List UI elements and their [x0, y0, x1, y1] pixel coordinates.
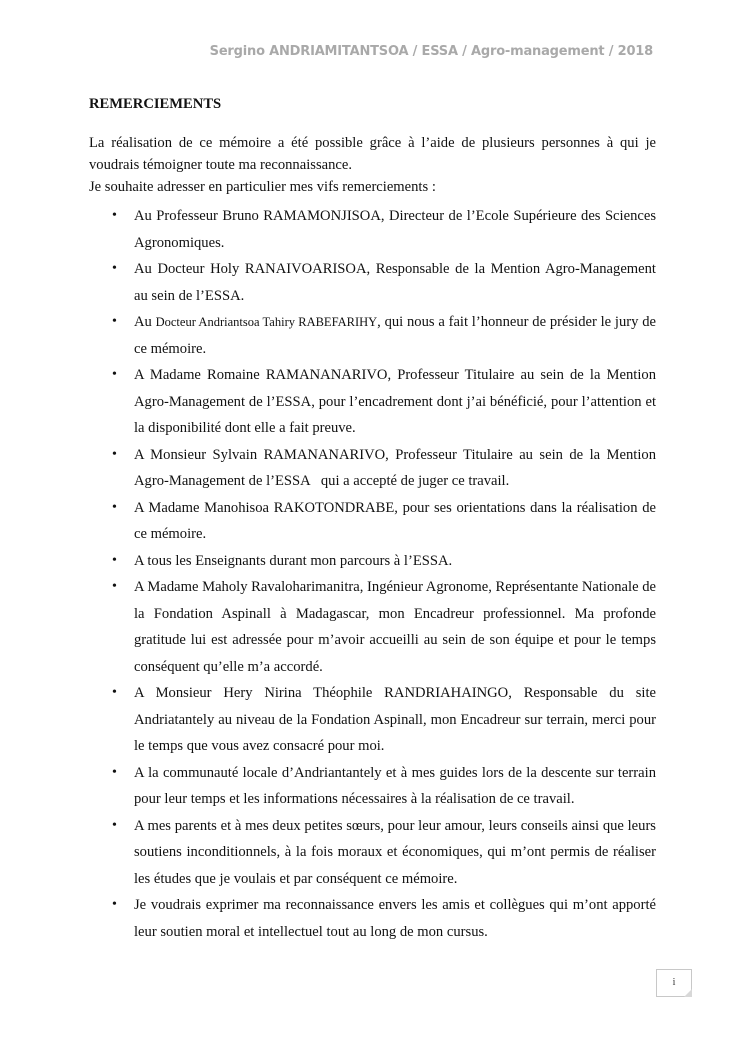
- list-item: [89, 892, 656, 945]
- list-item-text: Au Docteur Holy RANAIVOARISOA, Responsable de la Mention Agro-Management au sein de l’ESSA.: [134, 261, 656, 304]
- page-title: REMERCIEMENTS: [89, 96, 222, 112]
- list-item-text: Je voudrais exprimer ma reconnaissance envers les amis et collègues qui m’ont apporté leur soutien moral et intellectuel tout au long de mon cursus.: [134, 897, 656, 940]
- list-item-text: A tous les Enseignants durant mon parcours à l’ESSA.: [134, 552, 453, 569]
- list-item: [89, 203, 656, 256]
- intro-lead: Je souhaite adresser en particulier mes vifs remerciements :: [89, 179, 436, 195]
- list-item-prefix: Au: [134, 314, 156, 330]
- list-item: [89, 760, 656, 813]
- list-item-text: Au Professeur Bruno RAMAMONJISOA, Directeur de l’Ecole Supérieure des Sciences Agronomiques.: [134, 208, 656, 251]
- bullet-icon: •: [112, 552, 117, 568]
- list-item: [89, 680, 656, 760]
- bullet-icon: •: [112, 208, 117, 223]
- list-item-text: A Monsieur Hery Nirina Théophile RANDRIAHAINGO, Responsable du site Andriatantely au niveau de la Fondation Aspinall, mon Encadreur sur terrain, merci pour le temps que vous avez consacré pour moi.: [134, 685, 656, 754]
- bullet-icon: •: [112, 685, 117, 700]
- list-item: [89, 548, 656, 575]
- list-item: [89, 362, 656, 442]
- list-item: [89, 309, 656, 362]
- bullet-icon: •: [112, 897, 117, 912]
- list-item-suffix: , qui nous a fait l’honneur de présider le jury de ce mémoire.: [134, 314, 656, 357]
- bullet-icon: •: [112, 764, 117, 780]
- bullet-icon: •: [112, 367, 117, 382]
- page-number: i: [656, 969, 692, 997]
- list-item-text: A mes parents et à mes deux petites sœurs, pour leur amour, leurs conseils ainsi que leurs soutiens inconditionnels, à la fois moraux et économiques, qui m’ont permis de réaliser les études que je voulais et par conséquent ce mémoire.: [134, 817, 656, 887]
- list-item-text: A Madame Maholy Ravaloharimanitra, Ingénieur Agronome, Représentante Nationale de la Fondation Aspinall à Madagascar, mon Encadreur professionnel. Ma profonde gratitude lui est adressée pour m’avoir accueilli au sein de son équipe et pour le temps conséquent qu’elle m’a accordé.: [134, 579, 656, 675]
- bullet-icon: •: [112, 817, 117, 833]
- bullet-icon: •: [112, 261, 117, 276]
- list-item-text: A Madame Romaine RAMANANARIVO, Professeur Titulaire au sein de la Mention Agro-Management de l’ESSA, pour l’encadrement dont j’ai bénéficié, pour l’attention et la disponibilité dont elle a fait preuve.: [134, 367, 656, 436]
- bullet-icon: •: [112, 446, 117, 462]
- intro-paragraph: [89, 132, 656, 198]
- bullet-icon: •: [112, 579, 117, 594]
- bullet-icon: •: [112, 499, 117, 515]
- list-item: [89, 256, 656, 309]
- list-item-text: A Monsieur Sylvain RAMANANARIVO, Professeur Titulaire au sein de la Mention Agro-Management de l’ESSA qui a accepté de juger ce travail.: [134, 446, 659, 489]
- list-item-name: Docteur Andriantsoa Tahiry RABEFARIHY: [155, 315, 378, 329]
- list-item-text: A Madame Manohisoa RAKOTONDRABE, pour ses orientations dans la réalisation de ce mémoire.: [134, 499, 656, 542]
- intro-sentence: La réalisation de ce mémoire a été possible grâce à l’aide de plusieurs personnes à qui je voudrais témoigner toute ma reconnaissance.: [89, 135, 656, 173]
- list-item-text: A la communauté locale d’Andriantantely et à mes guides lors de la descente sur terrain pour leur temps et les informations nécessaires à la réalisation de ce travail.: [134, 764, 656, 807]
- list-item: [89, 813, 656, 893]
- bullet-icon: •: [112, 314, 117, 329]
- list-item: [89, 442, 659, 495]
- acknowledgements-list: [89, 203, 659, 945]
- running-header: Sergino ANDRIAMITANTSOA / ESSA / Agro-management / 2018: [209, 44, 653, 59]
- list-item: [89, 574, 656, 680]
- list-item: [89, 495, 656, 548]
